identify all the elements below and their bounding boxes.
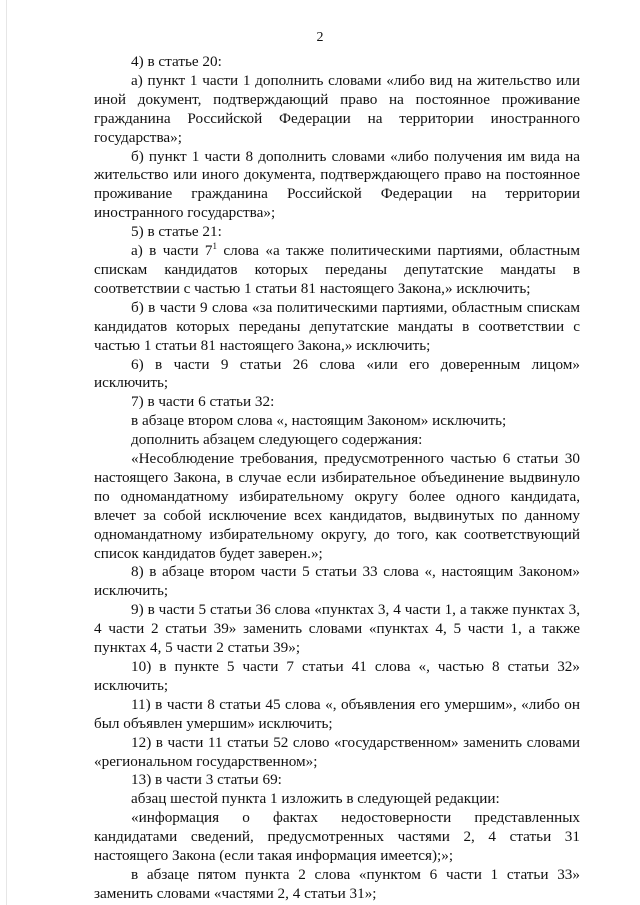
superscript-index: 1 [212,241,218,251]
paragraph-item-7-1: в абзаце втором слова «, настоящим Законом» исключить; [131,412,507,430]
paragraph-text: а) в части 7 [131,242,213,260]
paragraph-item-10: 10) в пункте 5 части 7 статьи 41 слова «, частью 8 статьи 32» исключить; [94,658,580,694]
paragraph-text: слова «а также политическими партиями, областным спискам кандидатов которых переданы депутатские мандаты в соответствии с частью 1 статьи 81 настоящего Закона,» исключить; [94,242,580,297]
page-number: 2 [316,30,324,45]
paragraph-item-5a [94,242,580,299]
paragraph-item-7: 7) в части 6 статьи 32: [131,393,275,411]
paragraph-item-13-2: в абзаце пятом пункта 2 слова «пунктом 6 части 1 статьи 33» заменить словами «частями 2, 4 статьи 31»; [94,865,580,902]
paragraph-item-11: 11) в части 8 статьи 45 слова «, объявления его умершим», «либо он был объявлен умершим» исключить; [94,695,580,732]
scan-edge-line [6,0,7,905]
paragraph-item-7-2: дополнить абзацем следующего содержания: [131,431,423,449]
paragraph-item-6: 6) в части 9 статьи 26 слова «или его доверенным лицом» исключить; [94,355,580,392]
paragraph-quote-13: «информация о фактах недостоверности представленных кандидатами сведений, предусмотренных частями 2, 4 статьи 31 настоящего Закона (если такая информация имеется);»; [94,809,580,865]
paragraph-item-4a: а) пункт 1 части 1 дополнить словами «либо вид на жительство или иной документ, подтверждающий право на постоянное проживание гражданина Российской Федерации на территории иностранного государства»; [94,71,580,146]
paragraph-item-5: 5) в статье 21: [131,223,222,241]
paragraph-item-8: 8) в абзаце втором части 5 статьи 33 слова «, настоящим Законом» исключить; [94,563,580,600]
paragraph-item-13-1: абзац шестой пункта 1 изложить в следующей редакции: [131,790,500,808]
paragraph-item-5b: б) в части 9 слова «за политическими партиями, областным спискам кандидатов которых переданы депутатские мандаты в соответствии с частью 1 статьи 81 настоящего Закона,» исключить; [94,298,580,354]
paragraph-item-4: 4) в статье 20: [131,53,222,70]
paragraph-item-9: 9) в части 5 статьи 36 слова «пунктах 3, 4 части 1, а также пунктах 3, 4 части 2 статьи 39» заменить словами «пунктах 4, 5 части 1, а также пунктах 4, 5 части 2 статьи 39»; [94,601,580,657]
paragraph-item-13: 13) в части 3 статьи 69: [131,771,282,789]
paragraph-quote-7: «Несоблюдение требования, предусмотренного частью 6 статьи 30 настоящего Закона, в случае если избирательное объединение выдвинуло по одномандатному избирательному округу более одного кандидата, влечет за собой исключение всех кандидатов, выдвинутых по данному одномандатному избирательному округу, до того, как соответствующий список кандидатов будет заверен.»; [94,450,580,562]
paragraph-item-4b: б) пункт 1 части 8 дополнить словами «либо получения им вида на жительство или иного документа, подтверждающего право на постоянное проживание гражданина Российской Федерации на территории иностранного государства»; [94,147,580,222]
paragraph-item-12: 12) в части 11 статьи 52 слово «государственном» заменить словами «региональном государственном»; [94,733,580,770]
document-body [94,53,580,904]
